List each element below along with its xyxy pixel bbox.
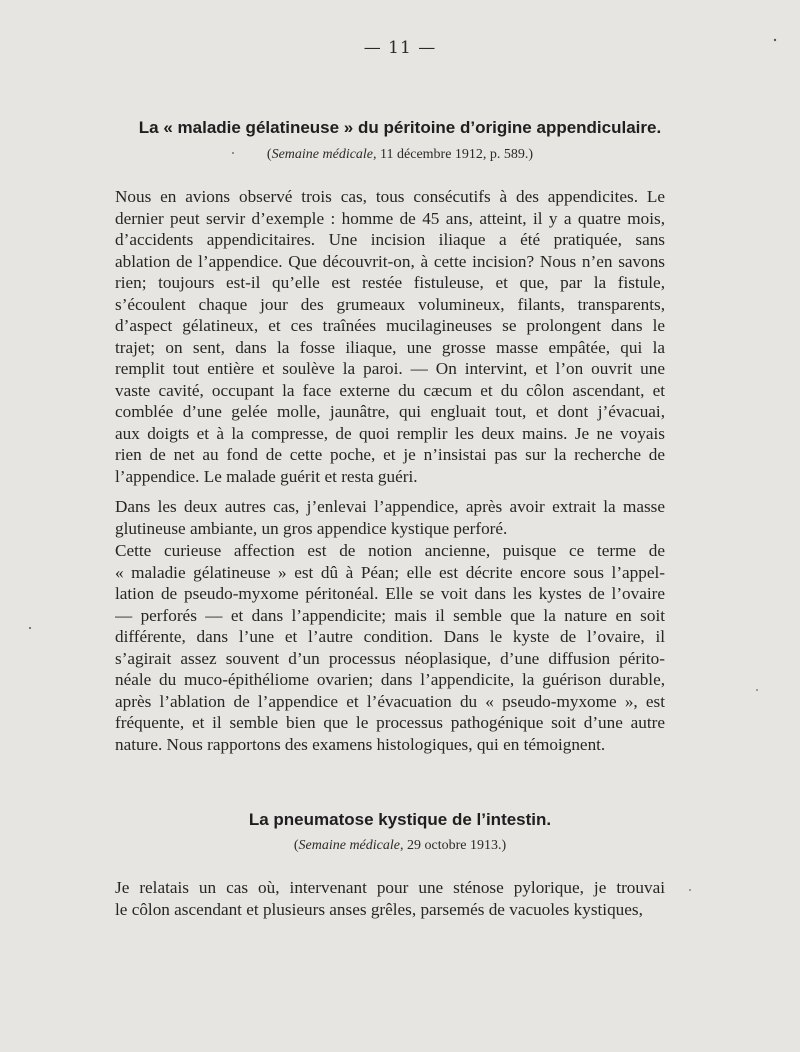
text-line: d’accidents appendicitaires. Une incision iliaque a été pratiquée, sans [115, 230, 665, 249]
paragraph-autres-cas [115, 496, 665, 539]
text-line: Nous en avions observé trois cas, tous consécutifs à des appendicites. Le [115, 187, 665, 206]
text-line: après l’ablation de l’appendice et l’évacuation du « pseudo-myxome », est [115, 691, 665, 711]
citation-semaine-medicale-1912 [60, 147, 740, 163]
text-line: dernier peut servir d’exemple : homme de 45 ans, atteint, il y a quatre mois, [115, 208, 665, 228]
text-line: s’agirait assez souvent d’un processus néoplasique, d’une diffusion périto- [115, 648, 665, 668]
text-line: glutineuse ambiante, un gros appendice kystique perforé. [115, 518, 508, 538]
section-title-pneumatose-kystique: La pneumatose kystique de l’intestin. [248, 810, 552, 829]
text-line: nature. Nous rapportons des examens histologiques, qui en témoignent. [115, 734, 606, 754]
speck [29, 627, 31, 629]
paragraph-affection-ancienne [115, 540, 665, 755]
citation-open: ( [293, 838, 299, 853]
text-line: d’aspect gélatineux, et ces traînées mucilagineuses se prolongent dans le [115, 316, 665, 335]
text-line: néale du muco-épithéliome ovarien; dans l’appendicite, la guérison durable, [115, 670, 665, 689]
citation-details: , 11 décembre 1912, p. 589.) [373, 147, 534, 162]
citation-details: , 29 octobre 1913.) [399, 838, 507, 853]
text-line: le côlon ascendant et plusieurs anses grêles, parsemés de vacuoles kystiques, [115, 899, 643, 919]
text-line: Cette curieuse affection est de notion ancienne, puisque ce terme de [115, 541, 665, 560]
text-line: Dans les deux autres cas, j’enlevai l’appendice, après avoir extrait la masse [115, 497, 665, 516]
paragraph-observation [115, 186, 665, 487]
citation-journal: Semaine médicale [271, 147, 374, 162]
paragraph-cas-stenose-pylorique [115, 877, 665, 920]
text-line: lation de pseudo-myxome péritonéal. Elle se voit dans les kystes de l’ovaire [115, 584, 665, 603]
text-line: trajet; on sent, dans la fosse iliaque, une grosse masse empâtée, qui la [115, 337, 665, 357]
text-line: rien; toujours est-il qu’elle est restée fistuleuse, et que, par la fistule, [115, 273, 665, 292]
text-line: s’écoulent chaque jour des grumeaux volumineux, filants, transparents, [115, 294, 665, 314]
section-title-maladie-gelatineuse: La « maladie gélatineuse » du péritoine d’origine appendiculaire. [138, 118, 662, 137]
text-line: fréquente, et il semble bien que le processus pathogénique soit d’une autre [115, 713, 665, 732]
speck [689, 889, 691, 891]
text-line: l’appendice. Le malade guérit et resta guéri. [115, 466, 418, 486]
text-line: — perforés — et dans l’appendicite; mais il semble que la nature en soit [115, 605, 665, 625]
text-line: comblée d’une gelée molle, jaunâtre, qui engluait tout, et dont j’évacuai, [115, 402, 665, 421]
text-line: ablation de l’appendice. Que découvrit-on, à cette incision? Nous n’en savons [115, 251, 665, 271]
text-line: « maladie gélatineuse » est dû à Péan; elle est décrite encore sous l’appel- [115, 562, 665, 582]
text-line: Je relatais un cas où, intervenant pour une sténose pylorique, je trouvai [115, 878, 665, 897]
speck [756, 689, 758, 691]
text-line: vaste cavité, occupant la face externe du cæcum et du côlon ascendant, et [115, 380, 665, 400]
citation-journal: Semaine médicale [298, 838, 400, 853]
text-line: aux doigts et à la compresse, de quoi remplir les deux mains. Je ne voyais [115, 423, 665, 443]
text-line: remplit tout entière et soulève la paroi. — On intervint, et l’on ouvrit une [115, 359, 665, 378]
citation-open: ( [266, 147, 272, 162]
text-line: différente, dans l’une et l’autre condition. Dans le kyste de l’ovaire, il [115, 627, 665, 646]
text-line: rien de net au fond de cette poche, et je n’insistai pas sur la recherche de [115, 445, 665, 464]
page-number: — 11 — [363, 38, 437, 58]
citation-semaine-medicale-1913 [60, 838, 740, 854]
